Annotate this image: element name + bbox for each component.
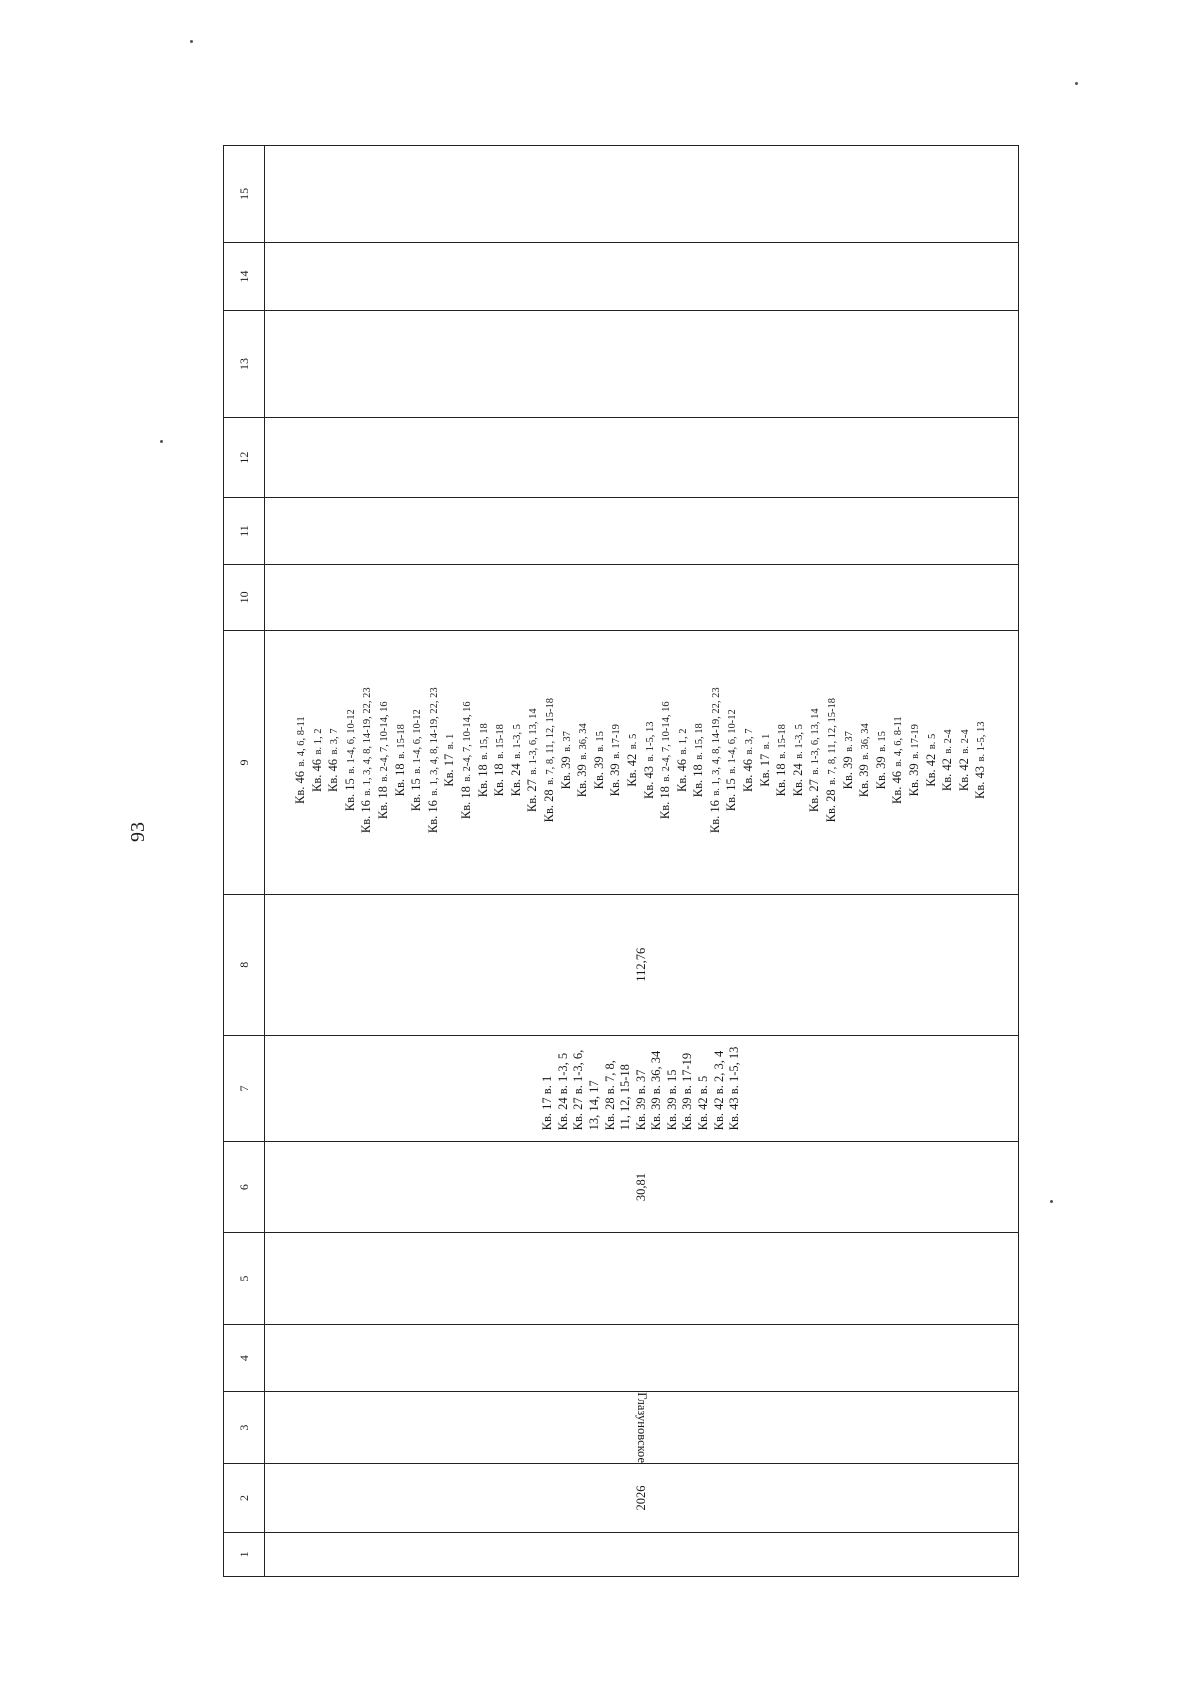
cell-col-9-quarters-detail <box>265 631 1019 895</box>
quarter-number: Кв. 39 <box>575 764 590 798</box>
register-table <box>223 145 1019 1577</box>
quarter-line: Кв. 39 в. 17-19 <box>680 1052 695 1131</box>
quarter-number: Кв. 15 <box>409 778 424 812</box>
scan-speck <box>1075 82 1078 85</box>
quarter-detail-row <box>890 631 907 894</box>
quarter-number: Кв. 46 <box>326 758 341 792</box>
quarter-detail-row <box>442 631 459 894</box>
cell-col-10 <box>265 564 1019 630</box>
quarter-detail-row <box>791 631 808 894</box>
quarter-line: Кв. 24 в. 1-3, 5 <box>555 1052 570 1131</box>
sections-list: в. 4, 6, 8-11 <box>296 716 308 767</box>
sections-list: в. 4, 6, 8-11 <box>893 716 905 767</box>
quarter-number: Кв. 42 <box>956 758 971 792</box>
quarter-number: Кв. 28 <box>541 789 556 823</box>
sections-list: в. 2-4 <box>959 729 971 754</box>
sections-list: в. 5 <box>627 733 639 750</box>
sections-list: в. 1-3, 6, 13, 14 <box>528 708 540 775</box>
cell-col-13 <box>265 311 1019 418</box>
quarter-number: Кв. 46 <box>293 771 308 804</box>
quarter-line: Кв. 17 в. 1 <box>540 1075 555 1131</box>
quarter-detail-row <box>326 631 343 894</box>
sections-list: в. 15-18 <box>395 724 407 759</box>
quarter-line: Кв. 43 в. 1-5, 13 <box>727 1046 742 1131</box>
header-cell-9: 9 <box>224 631 265 895</box>
quarter-detail-row <box>807 631 824 894</box>
quarter-number: Кв. 46 <box>741 758 756 792</box>
quarter-line: Кв. 39 в. 15 <box>664 1069 679 1131</box>
sections-list: в. 3, 7 <box>329 728 341 755</box>
quarter-detail-row <box>525 631 542 894</box>
quarter-detail-row <box>642 631 659 894</box>
quarter-number: Кв. 39 <box>840 756 855 790</box>
quarter-number: Кв. 18 <box>475 764 490 798</box>
quarter-detail-row <box>575 631 592 894</box>
quarter-number: Кв. 46 <box>674 758 689 792</box>
quarter-detail-row <box>774 631 791 894</box>
header-cell-3: 3 <box>224 1391 265 1463</box>
quarter-number: Кв. 39 <box>907 763 921 797</box>
sections-list: в. 1-4, 6, 10-12 <box>345 709 357 774</box>
header-cell-7: 7 <box>224 1035 265 1142</box>
sections-list: в. 2-4 <box>943 729 955 754</box>
quarter-number: Кв. 43 <box>973 765 988 799</box>
sections-list: в. 7, 8, 11, 12, 15-18 <box>544 698 556 785</box>
quarter-number: Кв. 42 <box>923 753 938 787</box>
sections-list: в. 17-19 <box>910 724 921 759</box>
quarter-number: Кв. 39 <box>591 756 606 790</box>
quarter-number: Кв. 18 <box>458 786 473 820</box>
sections-list: в. 1 <box>760 733 772 750</box>
quarter-detail-row <box>691 631 708 894</box>
sections-list: в. 15 <box>876 731 888 752</box>
quarter-detail-row <box>758 631 775 894</box>
quarter-detail-row <box>343 631 360 894</box>
header-cell-1: 1 <box>224 1532 265 1576</box>
cell-col-1 <box>265 1532 1019 1576</box>
sections-list: в. 15 <box>594 731 606 752</box>
sections-list: в. 1, 2 <box>677 728 689 755</box>
sections-list: в. 1-3, 5 <box>793 724 805 759</box>
quarter-detail-row <box>608 631 625 894</box>
quarter-detail-row <box>459 631 476 894</box>
sections-list: в. 17-19 <box>611 724 623 759</box>
sections-list: в. 36, 34 <box>860 723 872 760</box>
quarter-number: Кв. 18 <box>492 763 507 797</box>
sections-list: в. 5 <box>926 733 938 750</box>
sections-list: в. 1-4, 6, 10-12 <box>727 709 739 774</box>
cell-col-11 <box>265 498 1019 564</box>
quarter-detail-row <box>857 631 874 894</box>
quarter-number: Кв. 15 <box>342 778 357 812</box>
cell-col-6-area: 30,81 <box>265 1142 1019 1233</box>
sections-list: в. 2-4, 7, 10-14, 16 <box>461 701 473 782</box>
quarter-number: Кв. 24 <box>790 763 805 797</box>
quarter-number: Кв. 16 <box>707 800 722 834</box>
quarter-detail-row <box>559 631 576 894</box>
sections-list: в. 1-4, 6, 10-12 <box>412 709 424 774</box>
cell-col-2-year: 2026 <box>265 1464 1019 1532</box>
quarter-number: Кв. 39 <box>608 763 623 797</box>
sections-list: в. 1-5, 13 <box>976 721 988 762</box>
cell-col-3-forestry <box>265 1391 1019 1463</box>
sections-list: в. 7, 8, 11, 12, 15-18 <box>827 698 839 785</box>
quarter-number: Кв. 28 <box>824 789 839 823</box>
sections-list: в. 1, 3, 4, 8, 14-19, 22, 23 <box>428 687 440 796</box>
quarter-number: Кв. 39 <box>857 764 872 798</box>
quarter-number: Кв. 27 <box>807 779 822 813</box>
header-cell-6: 6 <box>224 1142 265 1233</box>
quarters-list <box>540 1047 743 1131</box>
quarter-number: Кв. 16 <box>425 800 440 834</box>
quarter-detail-row <box>907 631 924 894</box>
quarter-detail-row <box>957 631 974 894</box>
quarter-line: 11, 12, 15-18 <box>618 1064 633 1131</box>
quarter-number: Кв. 17 <box>442 753 457 787</box>
quarter-number: Кв. 42 <box>624 753 639 787</box>
cell-col-12 <box>265 417 1019 498</box>
quarter-detail-row <box>675 631 692 894</box>
quarter-number: Кв. 46 <box>890 771 905 804</box>
quarter-detail-row <box>592 631 609 894</box>
quarter-detail-row <box>509 631 526 894</box>
header-cell-13: 13 <box>224 311 265 418</box>
sections-list: в. 1, 2 <box>312 728 324 755</box>
sections-list: в. 15, 18 <box>478 723 490 760</box>
quarter-number: Кв. 18 <box>658 786 673 820</box>
sections-list: в. 15-18 <box>495 724 507 759</box>
header-cell-10: 10 <box>224 564 265 630</box>
cell-col-8-area: 112,76 <box>265 894 1019 1035</box>
quarter-detail-row <box>940 631 957 894</box>
quarter-number: Кв. 15 <box>724 778 739 812</box>
header-cell-15: 15 <box>224 146 265 243</box>
header-cell-5: 5 <box>224 1232 265 1325</box>
quarter-number: Кв. 46 <box>309 758 324 792</box>
header-cell-11: 11 <box>224 498 265 564</box>
quarter-detail-row <box>841 631 858 894</box>
quarter-detail-row <box>310 631 327 894</box>
quarter-detail-row <box>824 631 841 894</box>
quarter-line: Кв. 42 в. 5 <box>696 1075 711 1131</box>
quarter-detail-row <box>658 631 675 894</box>
quarter-number: Кв. 27 <box>525 779 540 813</box>
sections-list: в. 1, 3, 4, 8, 14-19, 22, 23 <box>710 687 722 796</box>
quarter-detail-row <box>924 631 941 894</box>
sections-list: в. 1-3, 6, 13, 14 <box>810 708 822 775</box>
quarter-detail-row <box>973 631 990 894</box>
quarter-detail-row <box>393 631 410 894</box>
cell-col-4 <box>265 1325 1019 1391</box>
quarter-number: Кв. 16 <box>359 800 374 834</box>
quarter-detail-row <box>708 631 725 894</box>
sections-list: в. 37 <box>843 731 855 752</box>
header-cell-12: 12 <box>224 417 265 498</box>
quarter-detail-row <box>625 631 642 894</box>
cell-col-7-quarters <box>265 1035 1019 1142</box>
table-container <box>223 145 1019 1577</box>
quarter-number: Кв. 39 <box>873 756 888 790</box>
sections-list: в. 1-3, 5 <box>511 724 523 759</box>
quarter-detail-row <box>874 631 891 894</box>
sections-list: в. 1-5, 13 <box>644 721 656 762</box>
quarter-detail-row <box>359 631 376 894</box>
quarter-line: 13, 14, 17 <box>586 1080 601 1131</box>
header-row <box>224 146 265 1577</box>
sections-list: в. 3, 7 <box>744 728 756 755</box>
sections-list: в. 1, 3, 4, 8, 14-19, 22, 23 <box>362 687 374 796</box>
scan-speck <box>1050 1200 1053 1203</box>
header-cell-2: 2 <box>224 1464 265 1532</box>
quarter-detail-row <box>741 631 758 894</box>
sections-list: в. 15, 18 <box>694 723 706 760</box>
quarter-number: Кв. 18 <box>376 786 390 820</box>
sections-list: в. 1 <box>445 733 457 750</box>
quarter-number: Кв. 17 <box>757 753 772 787</box>
rotated-table <box>223 145 1019 1577</box>
scan-speck <box>190 40 193 43</box>
cell-col-14 <box>265 242 1019 310</box>
quarter-number: Кв. 39 <box>558 756 573 790</box>
data-row <box>265 146 1019 1577</box>
quarter-detail-row <box>426 631 443 894</box>
sections-list: в. 2-4, 7, 10-14, 16 <box>379 701 390 782</box>
quarter-detail-row <box>376 631 393 894</box>
quarter-line: Кв. 39 в. 36, 34 <box>649 1050 664 1131</box>
quarter-line: Кв. 28 в. 7, 8, <box>602 1060 617 1131</box>
quarter-detail-row <box>476 631 493 894</box>
quarter-line: Кв. 27 в. 1-3, 6, <box>571 1049 586 1131</box>
cell-col-15 <box>265 146 1019 243</box>
sections-list: в. 15-18 <box>777 724 789 759</box>
header-cell-4: 4 <box>224 1325 265 1391</box>
quarter-number: Кв. 43 <box>641 765 656 799</box>
cell-col-5 <box>265 1232 1019 1325</box>
quarter-number: Кв. 18 <box>392 763 407 797</box>
header-cell-14: 14 <box>224 242 265 310</box>
sections-list: в. 2-4, 7, 10-14, 16 <box>661 701 673 782</box>
quarter-detail-row <box>409 631 426 894</box>
quarter-line: Кв. 42 в. 2, 3, 4 <box>711 1050 726 1131</box>
sections-list: в. 36, 34 <box>578 723 590 760</box>
quarter-detail-row <box>293 631 310 894</box>
quarter-detail-row <box>724 631 741 894</box>
sections-list: в. 37 <box>561 731 573 752</box>
quarter-number: Кв. 24 <box>508 763 523 797</box>
scan-speck <box>160 440 163 443</box>
quarter-number: Кв. 18 <box>774 763 789 797</box>
quarter-detail-row <box>542 631 559 894</box>
quarter-detail-row <box>492 631 509 894</box>
quarter-number: Кв. 42 <box>940 758 955 792</box>
quarter-number: Кв. 18 <box>691 764 706 798</box>
header-cell-8: 8 <box>224 894 265 1035</box>
quarter-line: Кв. 39 в. 37 <box>633 1069 648 1131</box>
page-number: 93 <box>127 822 149 842</box>
forestry-name: Глазуновское <box>635 1392 649 1463</box>
